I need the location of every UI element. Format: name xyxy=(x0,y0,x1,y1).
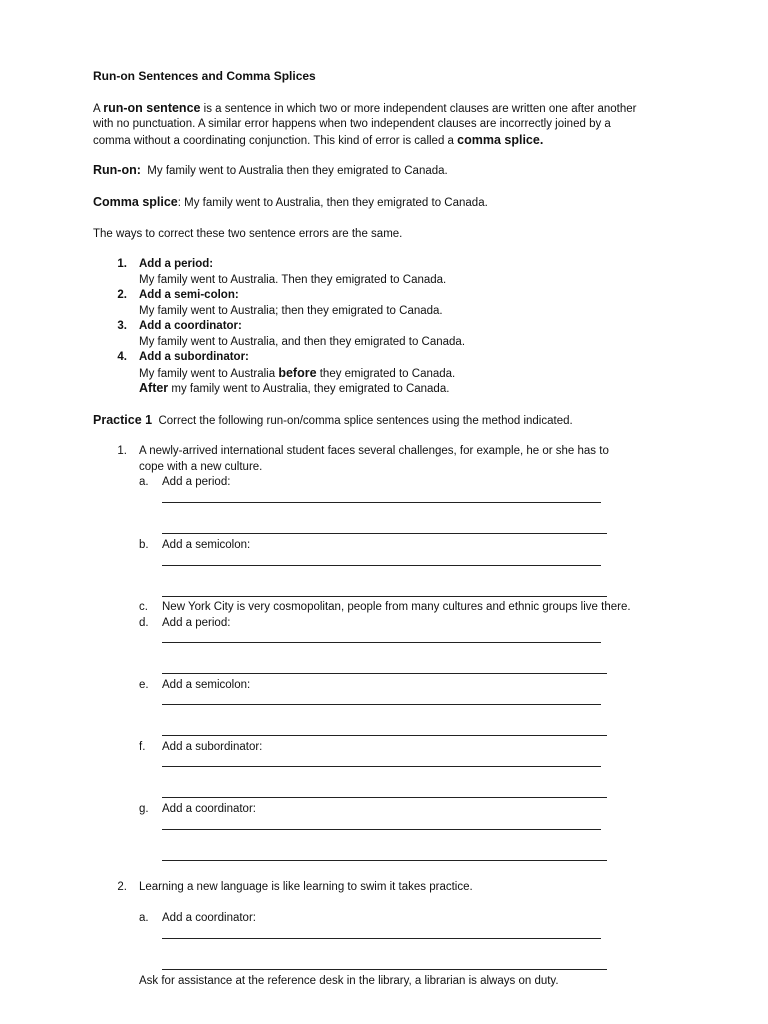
answer-line[interactable] xyxy=(162,596,607,597)
answer-line[interactable] xyxy=(162,969,607,970)
question-text: Learning a new language is like learning to swim it takes practice. xyxy=(139,881,473,893)
item-letter: g. xyxy=(139,803,149,815)
answer-line[interactable] xyxy=(162,502,601,503)
term-run-on-sentence: run-on sentence xyxy=(103,101,201,115)
method-title: Add a coordinator: xyxy=(139,320,242,332)
run-on-label: Run-on: xyxy=(93,163,141,177)
answer-line[interactable] xyxy=(162,766,601,767)
item-instruction: Add a subordinator: xyxy=(162,741,263,753)
practice-heading: Practice 1 Correct the following run-on/comma splice sentences using the method indicated. xyxy=(93,413,573,427)
method-number: 2. xyxy=(117,289,127,301)
method-example: My family went to Australia. Then they emigrated to Canada. xyxy=(139,274,447,286)
term-comma-splice: comma splice. xyxy=(457,133,544,147)
answer-line[interactable] xyxy=(162,533,607,534)
item-letter: a. xyxy=(139,476,149,488)
method-example: My family went to Australia, and then they emigrated to Canada. xyxy=(139,336,466,348)
question-text: A newly-arrived international student faces several challenges, for example, he or she has to xyxy=(139,445,609,457)
answer-line[interactable] xyxy=(162,735,607,736)
item-sentence: New York City is very cosmopolitan, people from many cultures and ethnic groups live there. xyxy=(162,601,631,613)
method-title: Add a subordinator: xyxy=(139,351,249,363)
item-letter: e. xyxy=(139,679,149,691)
method-number: 4. xyxy=(117,351,127,363)
method-number: 1. xyxy=(117,258,127,270)
answer-line[interactable] xyxy=(162,704,601,705)
method-example: My family went to Australia before they emigrated to Canada. xyxy=(139,366,456,380)
question-number: 2. xyxy=(117,881,127,893)
answer-line[interactable] xyxy=(162,673,607,674)
ways-sentence: The ways to correct these two sentence errors are the same. xyxy=(93,228,403,240)
question-text: cope with a new culture. xyxy=(139,461,263,473)
run-on-example: Run-on: My family went to Australia then they emigrated to Canada. xyxy=(93,163,448,177)
practice-sentence: Ask for assistance at the reference desk in the library, a librarian is always on duty. xyxy=(139,975,559,987)
method-title: Add a semi-colon: xyxy=(139,289,239,301)
comma-splice-label: Comma splice xyxy=(93,195,178,209)
method-title: Add a period: xyxy=(139,258,214,270)
item-letter: b. xyxy=(139,539,149,551)
question-number: 1. xyxy=(117,445,127,457)
method-number: 3. xyxy=(117,320,127,332)
item-letter: f. xyxy=(139,741,146,753)
item-instruction: Add a period: xyxy=(162,617,231,629)
item-instruction: Add a coordinator: xyxy=(162,912,256,924)
intro-line-3: comma without a coordinating conjunction. This kind of error is called a comma splice. xyxy=(93,133,544,147)
item-letter: d. xyxy=(139,617,149,629)
item-letter: c. xyxy=(139,601,148,613)
intro-line-2: with no punctuation. A similar error happens when two independent clauses are incorrectly joined by a xyxy=(93,118,611,130)
answer-line[interactable] xyxy=(162,860,607,861)
item-letter: a. xyxy=(139,912,149,924)
answer-line[interactable] xyxy=(162,829,601,830)
method-example: After my family went to Australia, they emigrated to Canada. xyxy=(139,381,450,395)
item-instruction: Add a semicolon: xyxy=(162,679,251,691)
item-instruction: Add a coordinator: xyxy=(162,803,256,815)
answer-line[interactable] xyxy=(162,642,601,643)
item-instruction: Add a semicolon: xyxy=(162,539,251,551)
method-example: My family went to Australia; then they emigrated to Canada. xyxy=(139,305,443,317)
page-title: Run-on Sentences and Comma Splices xyxy=(93,69,316,83)
answer-line[interactable] xyxy=(162,797,607,798)
intro-line-1: A run-on sentence is a sentence in which two or more independent clauses are written one after another xyxy=(93,101,637,115)
item-instruction: Add a period: xyxy=(162,476,231,488)
answer-line[interactable] xyxy=(162,565,601,566)
practice-label: Practice 1 xyxy=(93,413,153,427)
answer-line[interactable] xyxy=(162,938,601,939)
comma-splice-example: Comma splice: My family went to Australia, then they emigrated to Canada. xyxy=(93,195,488,209)
